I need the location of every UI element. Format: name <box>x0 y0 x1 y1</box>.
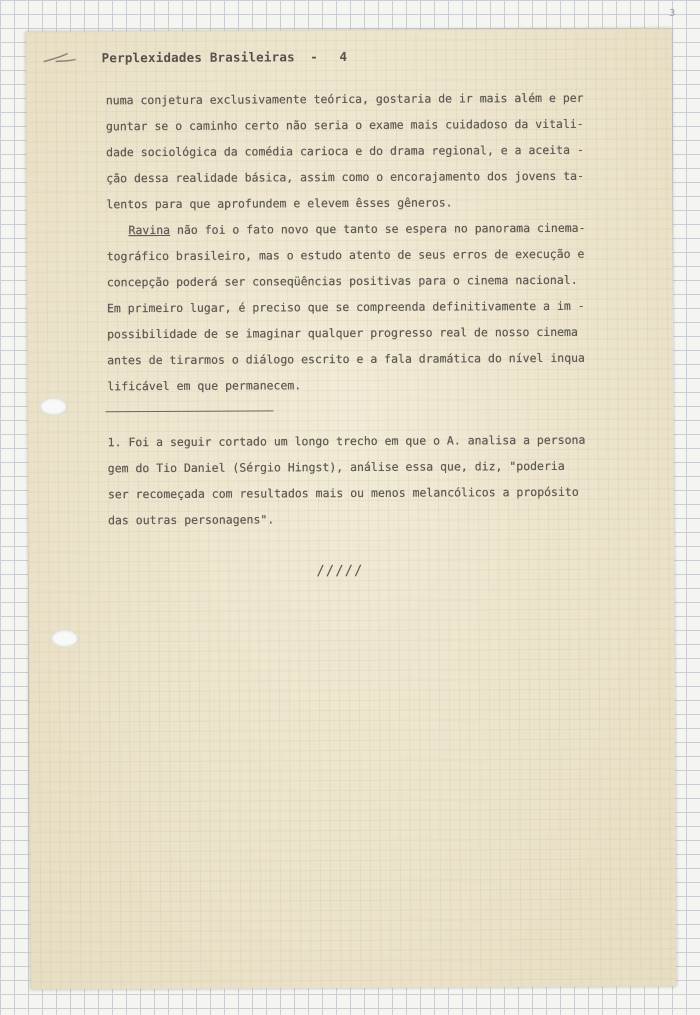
text-line: lificável em que permanecem. <box>107 378 302 394</box>
text-line: guntar se o caminho certo não seria o exame mais cuidadoso da vitali- <box>105 116 584 134</box>
punch-hole-bottom <box>51 629 79 647</box>
footnote-divider <box>105 410 273 412</box>
text-line: ção dessa realidade básica, assim como o encorajamento dos jovens ta- <box>106 168 585 186</box>
text-line: Em primeiro lugar, é preciso que se compreenda definitivamente a im - <box>106 298 585 316</box>
footnote-line: das outras personagens". <box>108 512 275 528</box>
page-header <box>102 47 642 65</box>
pen-mark-icon <box>42 47 82 71</box>
text-line: tográfico brasileiro, mas o estudo atento de seus erros de execução e <box>106 246 585 264</box>
punch-hole-top <box>39 397 67 415</box>
document-page <box>25 28 676 989</box>
footnote-line: 1. Foi a seguir cortado um longo trecho em que o A. analisa a persona <box>107 432 586 450</box>
header-separator: - <box>310 49 319 65</box>
end-mark: ///// <box>316 562 364 580</box>
text-line: concepção poderá ser conseqüências positivas para o cinema nacional. <box>106 272 578 290</box>
film-title: Ravina <box>128 222 171 238</box>
header-title: Perplexidades Brasileiras <box>101 49 295 66</box>
text-line: antes de tirarmos o diálogo escrito e a fala dramática do nível inqua <box>107 350 585 368</box>
text-line: numa conjetura exclusivamente teórica, gostaria de ir mais além e per <box>105 90 584 108</box>
text-line: possibilidade de se imaginar qualquer progresso real de nosso cinema <box>107 324 578 342</box>
text-line: lentos para que aprofundem e elevem êsses gêneros. <box>106 195 453 212</box>
page-number: 4 <box>339 49 348 65</box>
footnote-line: ser recomeçada com resultados mais ou menos melancólicos a propósito <box>107 484 579 502</box>
text-line: dade sociológica da comédia carioca e do drama regional, e a aceita - <box>106 142 584 160</box>
footnote-line: gem do Tio Daniel (Sérgio Hingst), análise essa que, diz, "poderia <box>107 458 565 476</box>
paragraph-first-line <box>129 220 649 237</box>
text-line-rest: não foi o fato novo que tanto se espera no panorama cinema- <box>170 220 586 237</box>
corner-mark: 3 <box>669 8 676 19</box>
